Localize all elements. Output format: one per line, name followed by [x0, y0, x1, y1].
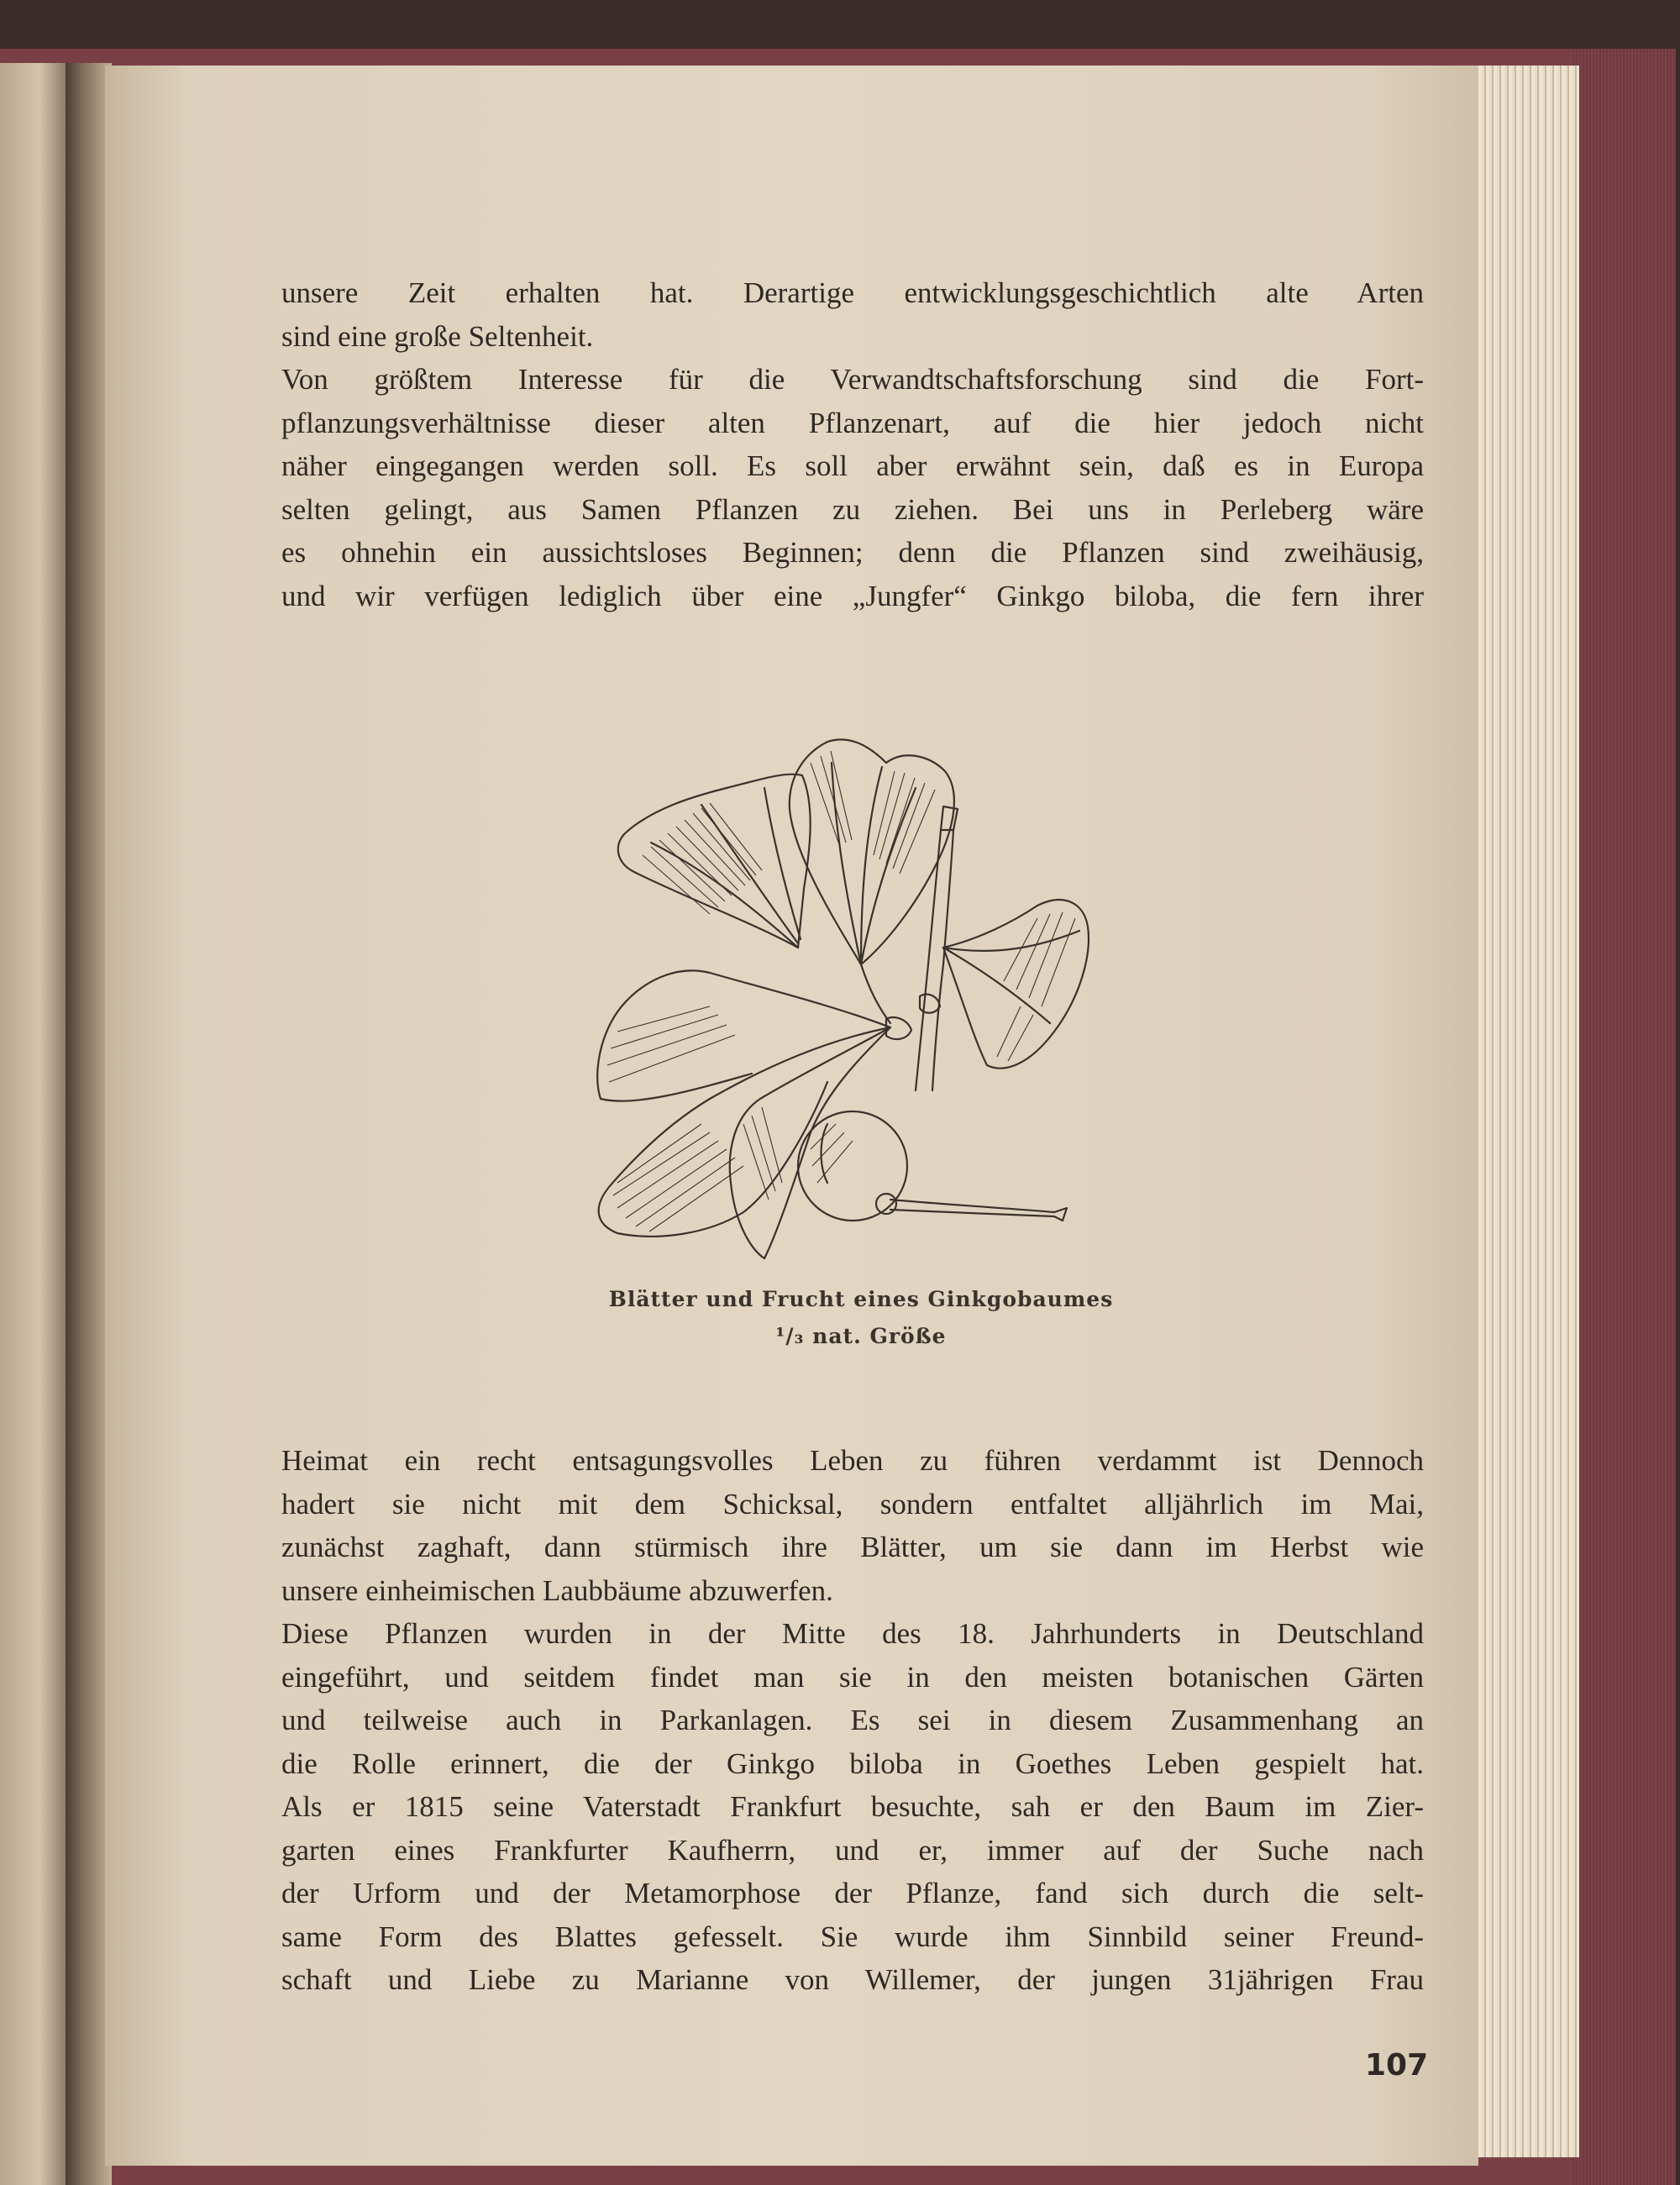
text-line: garten eines Frankfurter Kaufherrn, und er, immer auf der Suche nach — [281, 1833, 1424, 1867]
book-page — [105, 66, 1478, 2166]
text-line: selten gelingt, aus Samen Pflanzen zu ziehen. Bei uns in Perleberg wäre — [281, 492, 1424, 526]
text-line: und wir verfügen lediglich über eine „Jungfer“ Ginkgo biloba, die fern ihrer — [281, 579, 1424, 612]
left-page-edge — [0, 63, 66, 2185]
text-line: die Rolle erinnert, die der Ginkgo biloba in Goethes Leben gespielt hat. — [281, 1746, 1424, 1780]
page-number: 107 — [1365, 2048, 1429, 2083]
figure-scale-note: ¹/₃ nat. Größe — [775, 1324, 947, 1348]
ginkgo-drawing — [584, 729, 1121, 1284]
text-line: unsere einheimischen Laubbäume abzuwerfen. — [281, 1573, 833, 1607]
text-line: sind eine große Seltenheit. — [281, 319, 594, 353]
text-line: eingeführt, und seitdem findet man sie in den meisten botanischen Gärten — [281, 1660, 1424, 1694]
text-line: es ohnehin ein aussichtsloses Beginnen; denn die Pflanzen sind zweihäusig, — [281, 536, 1424, 569]
figure-caption: Blätter und Frucht eines Ginkgobaumes — [608, 1287, 1114, 1311]
text-line: same Form des Blattes gefesselt. Sie wurde ihm Sinnbild seiner Freund- — [281, 1920, 1424, 1953]
text-line: Von größtem Interesse für die Verwandtschaftsforschung sind die Fort- — [281, 363, 1424, 396]
text-block-bottom — [281, 1439, 1424, 2002]
text-line: hadert sie nicht mit dem Schicksal, sondern entfaltet alljährlich im Mai, — [281, 1487, 1424, 1521]
text-line: Heimat ein recht entsagungsvolles Leben zu führen verdammt ist Dennoch — [281, 1444, 1424, 1477]
text-line: Diese Pflanzen wurden in der Mitte des 18. Jahrhunderts in Deutschland — [281, 1617, 1424, 1650]
text-block-top — [281, 271, 1424, 617]
text-line: Als er 1815 seine Vaterstadt Frankfurt besuchte, sah er den Baum im Zier- — [281, 1790, 1424, 1823]
ginkgo-illustration — [584, 729, 1121, 1284]
text-line: unsere Zeit erhalten hat. Derartige entwicklungsgeschichtlich alte Arten — [281, 276, 1424, 309]
text-line: pflanzungsverhältnisse dieser alten Pflanzenart, auf die hier jedoch nicht — [281, 406, 1424, 439]
text-line: der Urform und der Metamorphose der Pflanze, fand sich durch die selt- — [281, 1877, 1424, 1909]
book-cover-edge — [1571, 49, 1676, 2185]
text-line: näher eingegangen werden soll. Es soll aber erwähnt sein, daß es in Europa — [281, 449, 1424, 482]
page-fore-edges — [1474, 66, 1579, 2157]
text-line: zunächst zaghaft, dann stürmisch ihre Blätter, um sie dann im Herbst wie — [281, 1531, 1424, 1563]
text-line: und teilweise auch in Parkanlagen. Es sei in diesem Zusammenhang an — [281, 1704, 1424, 1736]
text-line: schaft und Liebe zu Marianne von Willemer, der jungen 31jährigen Frau — [281, 1963, 1424, 1996]
